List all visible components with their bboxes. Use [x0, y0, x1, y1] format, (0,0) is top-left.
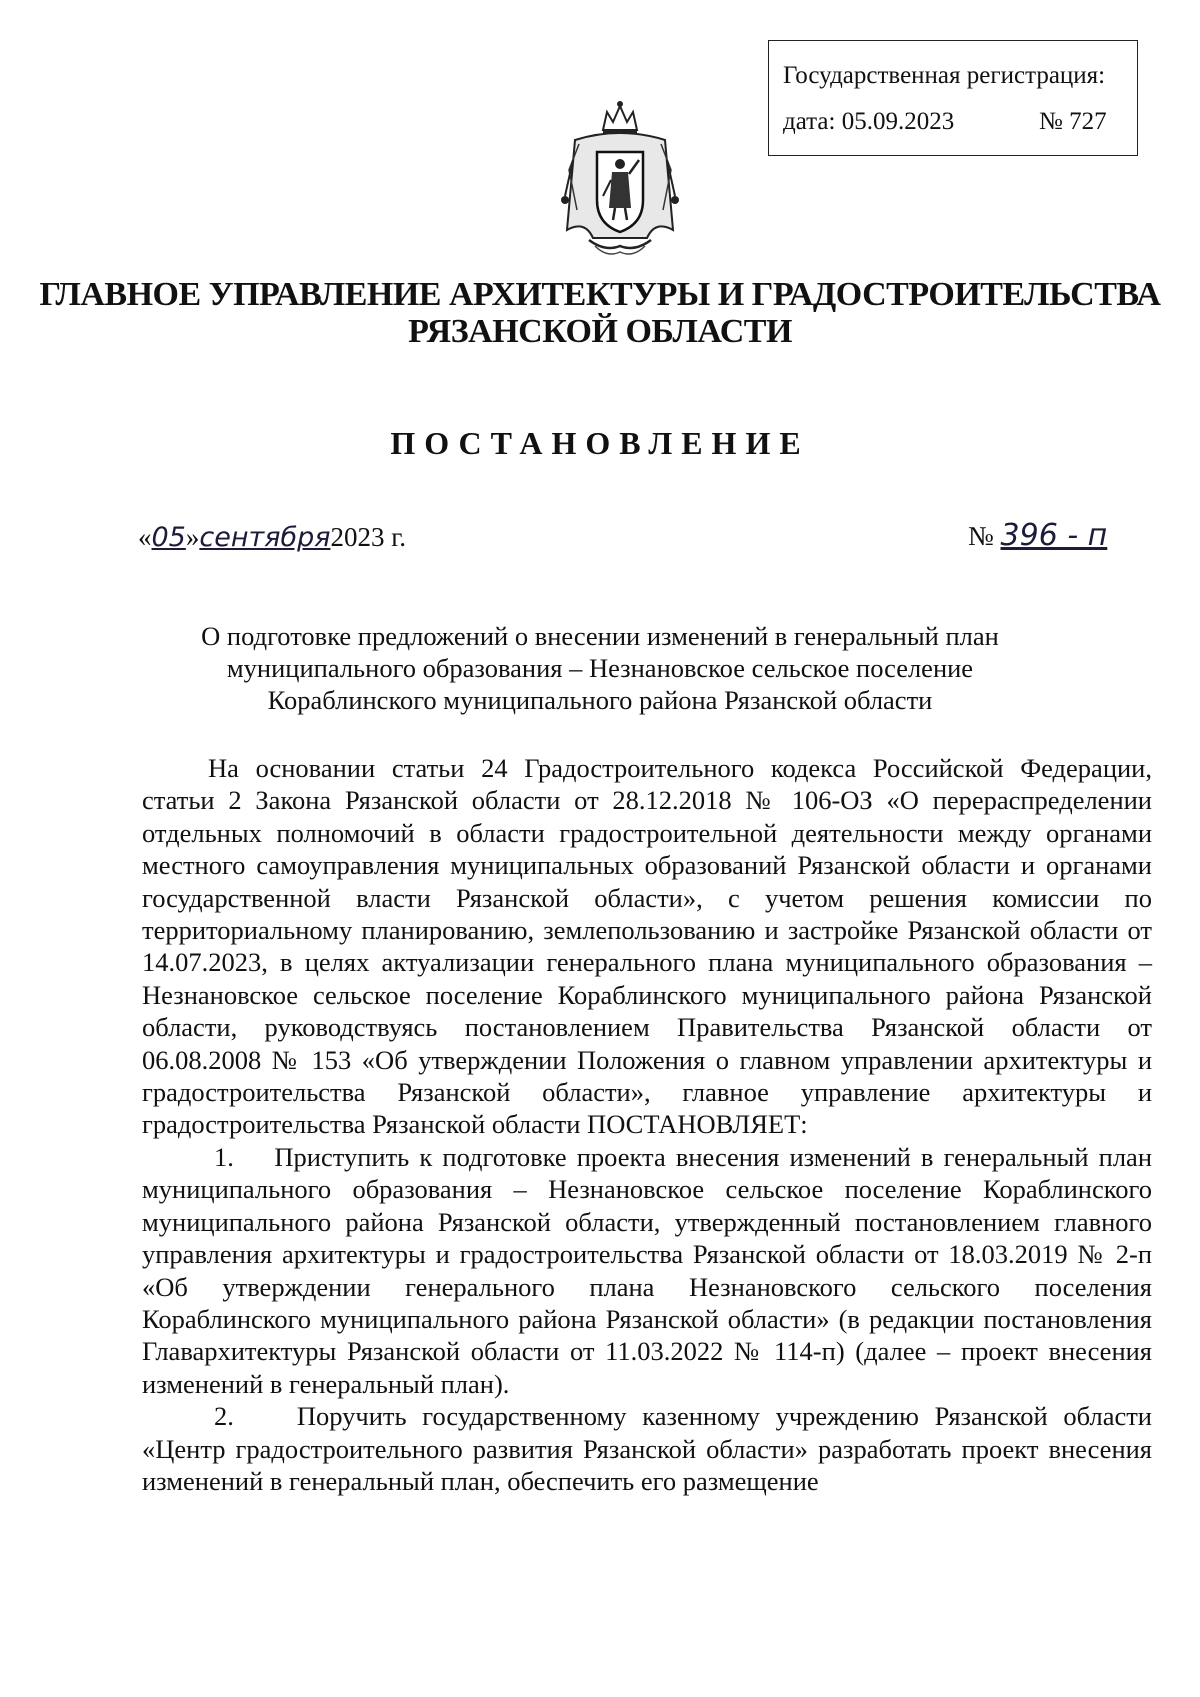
- date-open-quote: «: [138, 522, 152, 552]
- date-close-quote: »: [185, 522, 200, 552]
- subject-line: Кораблинского муниципального района Рязанской области: [267, 685, 933, 715]
- organization-name-line2: РЯЗАНСКОЙ ОБЛАСТИ: [408, 313, 792, 350]
- clause-2-paragraph: 2. Поручить государственному казенному учреждению Рязанской области «Центр градостроительного развития Рязанской области» разработать проект внесения изменений в генеральный план, обеспечить его размещение: [142, 1401, 1152, 1496]
- document-number: [968, 518, 1107, 553]
- document-type-heading: ПОСТАНОВЛЕНИЕ: [390, 425, 810, 461]
- coat-of-arms-icon: [555, 100, 685, 260]
- date-month-handwritten: сентября: [199, 522, 331, 553]
- date-year: 2023 г.: [330, 522, 407, 552]
- number-label: №: [968, 521, 994, 551]
- registration-stamp: [768, 40, 1138, 156]
- organization-name-line1: ГЛАВНОЕ УПРАВЛЕНИЕ АРХИТЕКТУРЫ И ГРАДОСТРОИТЕЛЬСТВА: [39, 276, 1161, 313]
- document-subject: [150, 620, 1050, 716]
- number-value-handwritten: 396 - п: [1000, 518, 1108, 553]
- document-body: [142, 752, 1152, 1497]
- date-day-handwritten: 05: [151, 522, 186, 553]
- registration-number: № 727: [1039, 108, 1107, 135]
- registration-title: Государственная регистрация:: [783, 62, 1106, 89]
- subject-line: О подготовке предложений о внесении изменений в генеральный план: [201, 621, 999, 651]
- registration-date: дата: 05.09.2023: [783, 108, 955, 135]
- document-date: [138, 522, 406, 553]
- preamble-paragraph: На основании статьи 24 Градостроительного кодекса Российской Федерации, статьи 2 Закона Рязанской области от 28.12.2018 № 106-ОЗ «О перераспределении отдельных полномочий в области градостроительной деятельности между органами местного самоуправления муниципальных образований Рязанской области и органами государственной власти Рязанской области», с учетом решения комиссии по территориальному планированию, землепользованию и застройке Рязанской области от 14.07.2023, в целях актуализации генерального плана муниципального образования – Незнановское сельское поселение Кораблинского муниципального района Рязанской области, руководствуясь постановлением Правительства Рязанской области от 06.08.2008 № 153 «Об утверждении Положения о главном управлении архитектуры и градостроительства Рязанской области», главное управление архитектуры и градостроительства Рязанской области ПОСТАНОВЛЯЕТ:: [142, 753, 1152, 1140]
- subject-line: муниципального образования – Незнановское сельское поселение: [226, 653, 974, 683]
- clause-1-paragraph: 1. Приступить к подготовке проекта внесения изменений в генеральный план муниципального образования – Незнановское сельское поселение Кораблинского муниципального района Рязанской области, утвержденный постановлением главного управления архитектуры и градостроительства Рязанской области от 18.03.2019 № 2-п «Об утверждении генерального плана Незнановского сельского поселения Кораблинского муниципального района Рязанской области» (в редакции постановления Главархитектуры Рязанской области от 11.03.2022 № 114-п) (далее – проект внесения изменений в генеральный план).: [142, 1141, 1152, 1399]
